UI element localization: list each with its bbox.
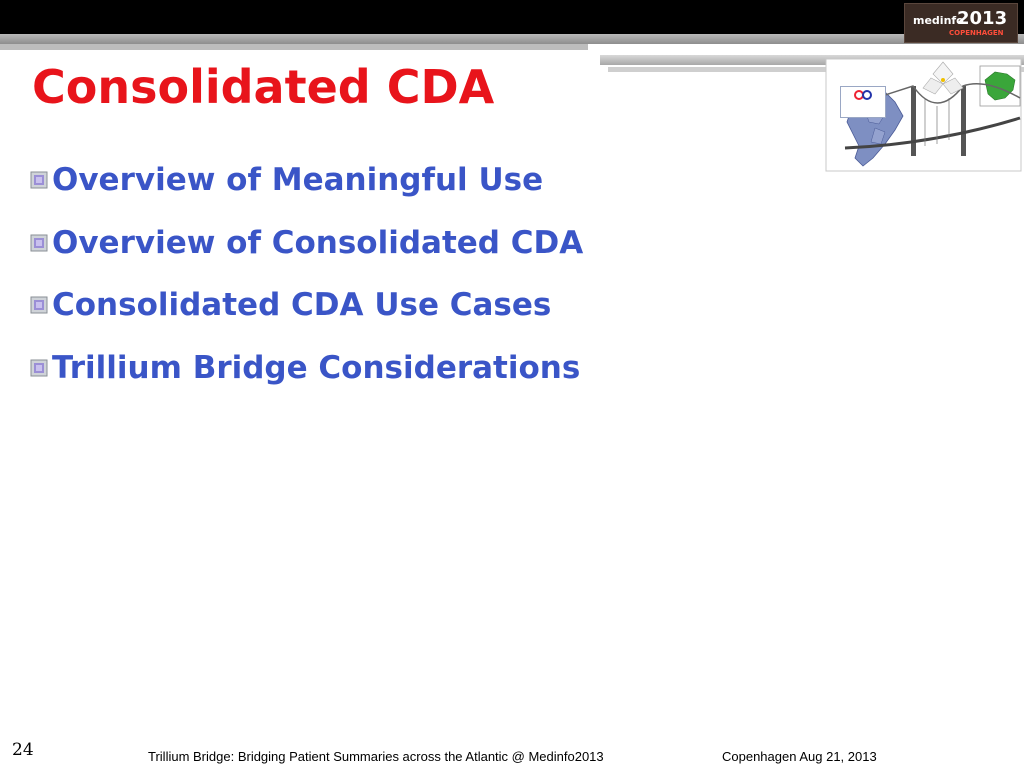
top-gray-strip-left <box>0 44 588 50</box>
medinfo-logo-city: COPENHAGEN <box>949 29 1004 37</box>
epsos-logo <box>840 86 886 118</box>
medinfo-logo-year: 2013 <box>957 8 1008 29</box>
square-bullet-icon <box>30 171 48 189</box>
top-black-bar <box>0 0 1024 34</box>
square-bullet-icon <box>30 359 48 377</box>
top-gray-bar <box>0 34 1024 44</box>
bullet-text: Overview of Meaningful Use <box>52 162 544 198</box>
bullet-text: Trillium Bridge Considerations <box>52 349 581 386</box>
slide-title: Consolidated CDA <box>32 60 495 114</box>
square-bullet-icon <box>30 296 48 314</box>
list-item <box>30 223 583 263</box>
footer-text: Trillium Bridge: Bridging Patient Summaries across the Atlantic @ Medinfo2013 <box>148 749 604 764</box>
footer-date: Copenhagen Aug 21, 2013 <box>722 749 877 764</box>
bullet-text: Consolidated CDA Use Cases <box>52 287 552 323</box>
page-number: 24 <box>12 740 34 760</box>
square-bullet-icon <box>30 234 48 252</box>
list-item <box>30 285 583 325</box>
medinfo-logo-word: medinfo <box>913 14 964 27</box>
bullet-list <box>30 160 583 410</box>
medinfo-logo <box>904 3 1018 43</box>
bullet-text: Overview of Consolidated CDA <box>52 224 584 261</box>
list-item <box>30 160 583 200</box>
list-item <box>30 348 583 388</box>
